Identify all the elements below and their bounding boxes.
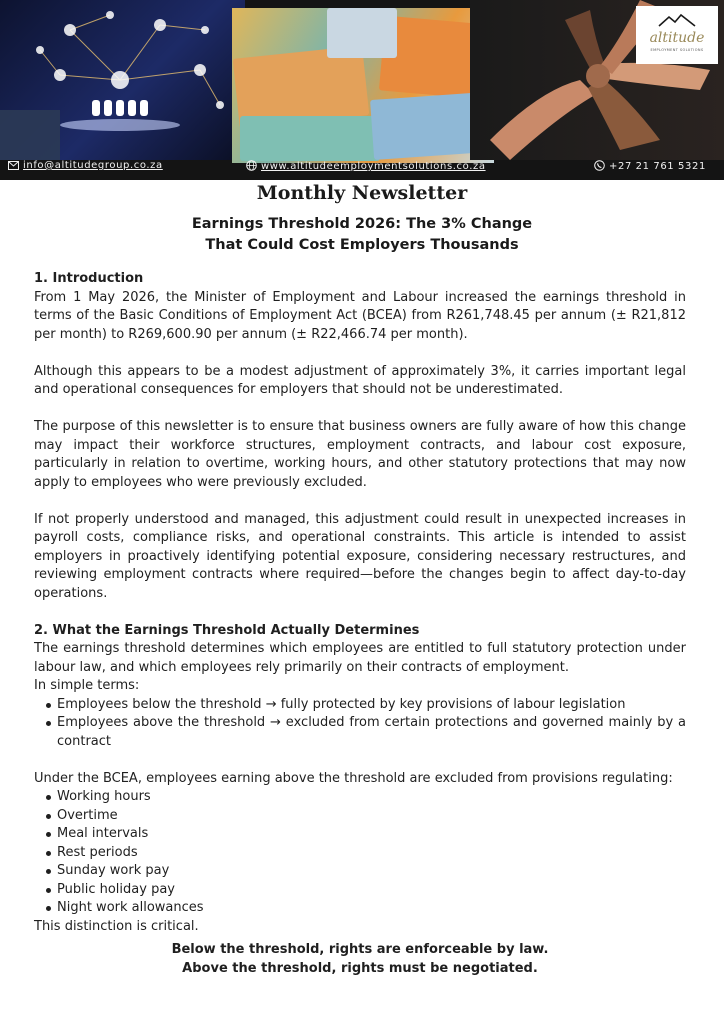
threshold-paragraph-1: The earnings threshold determines which employees are entitled to full statutory protection under labour law, and which employees rely primarily on their contracts of employment.: [34, 641, 686, 675]
company-logo[interactable]: [636, 6, 718, 64]
article-body: [34, 270, 686, 978]
list-item: Overtime: [57, 807, 686, 826]
list-item: Meal intervals: [57, 825, 686, 844]
email-link[interactable]: info@altitudegroup.co.za: [23, 160, 163, 171]
provisions-list: [34, 788, 686, 918]
globe-icon: [246, 160, 257, 171]
critical-statement: This distinction is critical.: [34, 918, 199, 934]
article-title: [0, 214, 724, 256]
list-item: Working hours: [57, 788, 686, 807]
list-item: Sunday work pay: [57, 862, 686, 881]
email-icon: [8, 161, 19, 170]
website-link[interactable]: www.altitudeemploymentsolutions.co.za: [261, 161, 486, 172]
list-item: Rest periods: [57, 844, 686, 863]
closing-line-1: Below the threshold, rights are enforceable by law.: [171, 942, 549, 957]
network-people-image: [0, 0, 245, 160]
intro-paragraph-3: The purpose of this newsletter is to ensure that business owners are fully aware of how this change may impact their workforce structures, employment contracts, and labour cost exposure, particularly in relation to overtime, working hours, and other statutory protections that may now apply to employees who were previously excluded.: [34, 419, 686, 490]
simple-terms-list: [34, 696, 686, 752]
logo-text: altitude: [649, 30, 705, 46]
article-title-line2: That Could Cost Employers Thousands: [205, 237, 519, 253]
list-item: Employees above the threshold → excluded from certain protections and governed mainly by a contract: [57, 714, 686, 751]
phone-contact[interactable]: [594, 160, 706, 172]
phone-icon: [594, 160, 605, 171]
phone-number[interactable]: +27 21 761 5321: [609, 161, 706, 172]
intro-paragraph-1: From 1 May 2026, the Minister of Employment and Labour increased the earnings threshold in terms of the Basic Conditions of Employment Act (BCEA) from R261,748.45 per annum (± R21,812 per month) to R269,600.90 per annum (± R22,466.74 per month).: [34, 289, 686, 342]
list-item: Public holiday pay: [57, 881, 686, 900]
banknotes-image: [232, 8, 494, 163]
bcea-exclusions-paragraph: Under the BCEA, employees earning above the threshold are excluded from provisions regulating:: [34, 770, 673, 786]
section-heading-threshold: 2. What the Earnings Threshold Actually Determines: [34, 622, 420, 638]
logo-tagline: EMPLOYMENT SOLUTIONS: [650, 48, 704, 52]
network-illustration: [0, 0, 245, 160]
intro-paragraph-2: Although this appears to be a modest adjustment of approximately 3%, it carries important legal and operational consequences for employers that should not be underestimated.: [34, 363, 686, 397]
mountain-logo-icon: [657, 12, 697, 28]
closing-statement: [34, 940, 686, 978]
newsletter-title: Monthly Newsletter: [256, 182, 468, 204]
simple-terms-label: In simple terms:: [34, 678, 140, 693]
article-title-line1: Earnings Threshold 2026: The 3% Change: [191, 216, 533, 232]
website-contact[interactable]: [246, 160, 486, 172]
list-item: Employees below the threshold → fully protected by key provisions of labour legislation: [57, 696, 686, 715]
list-item: Night work allowances: [57, 899, 686, 918]
header-banner: [0, 0, 724, 180]
closing-line-2: Above the threshold, rights must be negotiated.: [182, 961, 538, 976]
section-heading-introduction: 1. Introduction: [34, 271, 144, 286]
intro-paragraph-4: If not properly understood and managed, this adjustment could result in unexpected increases in payroll costs, compliance risks, and operational constraints. This article is intended to assist employers in proactively identifying potential exposure, considering necessary restructures, and reviewing employment contracts where required—before the changes begin to affect day-to-day operations.: [34, 511, 686, 601]
email-contact[interactable]: [8, 160, 163, 171]
